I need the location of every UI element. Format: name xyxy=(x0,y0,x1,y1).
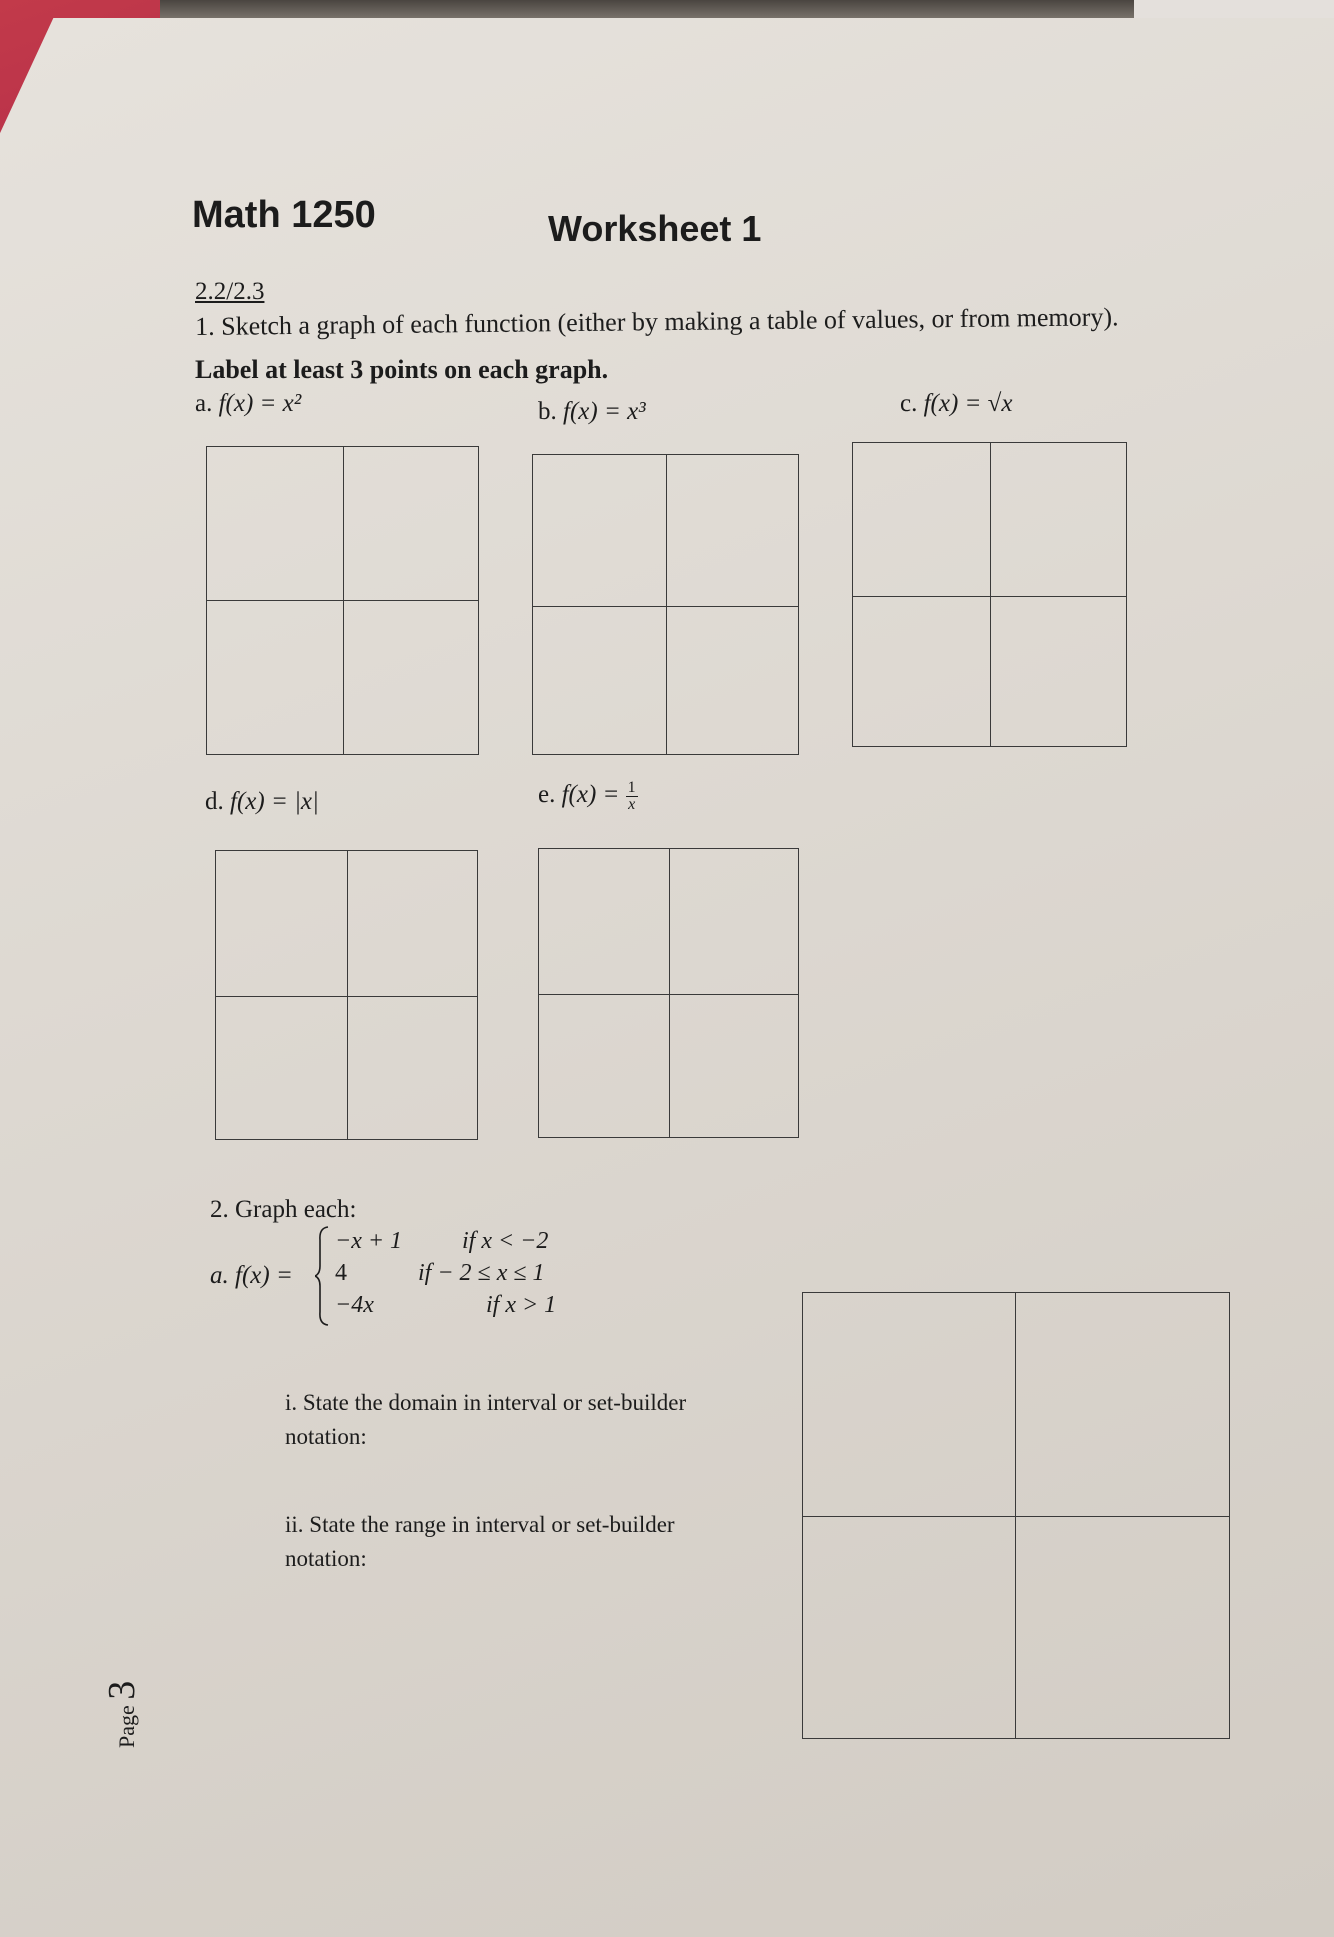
question-1-prompt: 1. Sketch a graph of each function (either by making a table of values, or from memory). xyxy=(195,302,1119,341)
part-a-label xyxy=(195,390,301,418)
question-2-prompt: 2. Graph each: xyxy=(210,1196,357,1223)
page-word: Page xyxy=(114,1705,139,1748)
piece-1-cond: if x < −2 xyxy=(462,1228,549,1254)
piece-2-cond: if − 2 ≤ x ≤ 1 xyxy=(418,1260,545,1286)
part-e-label xyxy=(538,780,638,813)
part-function: f(x) = |x| xyxy=(230,788,319,815)
graph-grid-d[interactable] xyxy=(215,850,478,1140)
worksheet-title: Worksheet 1 xyxy=(548,208,762,249)
section-number: 2.2/2.3 xyxy=(195,278,265,305)
graph-grid-a[interactable] xyxy=(206,446,479,755)
part-letter: d. xyxy=(205,788,224,815)
part-function: f(x) = x³ xyxy=(563,398,646,425)
part-b-label xyxy=(538,398,646,426)
piece-3-cond: if x > 1 xyxy=(486,1292,557,1318)
fraction-one-over-x: $\frac{1}{x}$ xyxy=(627,779,636,813)
graph-grid-e[interactable] xyxy=(538,848,799,1138)
graph-grid-b[interactable] xyxy=(532,454,799,755)
course-title: Math 1250 xyxy=(192,194,376,236)
part-letter: a. xyxy=(195,390,213,417)
piece-3-expr: −4x xyxy=(335,1292,374,1318)
part-d-label xyxy=(205,788,319,816)
part-letter: b. xyxy=(538,398,557,425)
part-function: f(x) = √x xyxy=(923,390,1013,417)
graph-grid-c[interactable] xyxy=(852,442,1127,747)
question-1-instruction: Label at least 3 points on each graph. xyxy=(195,355,609,384)
piecewise-label: a. f(x) = xyxy=(210,1262,293,1289)
part-letter: e. xyxy=(538,781,556,809)
domain-prompt: i. State the domain in interval or set-builder notation: xyxy=(285,1390,687,1449)
page-number: 3 xyxy=(101,1680,143,1700)
piece-1-expr: −x + 1 xyxy=(335,1228,403,1254)
graph-grid-2a[interactable] xyxy=(802,1292,1230,1739)
part-function: f(x) = xyxy=(561,781,620,809)
part-letter: c. xyxy=(900,390,918,417)
part-c-label xyxy=(900,390,1013,418)
part-function: f(x) = x² xyxy=(218,390,302,417)
piecewise-brace xyxy=(315,1226,329,1326)
page-footer xyxy=(100,1681,144,1748)
range-prompt: ii. State the range in interval or set-builder notation: xyxy=(285,1512,675,1571)
piece-2-expr: 4 xyxy=(335,1260,347,1286)
